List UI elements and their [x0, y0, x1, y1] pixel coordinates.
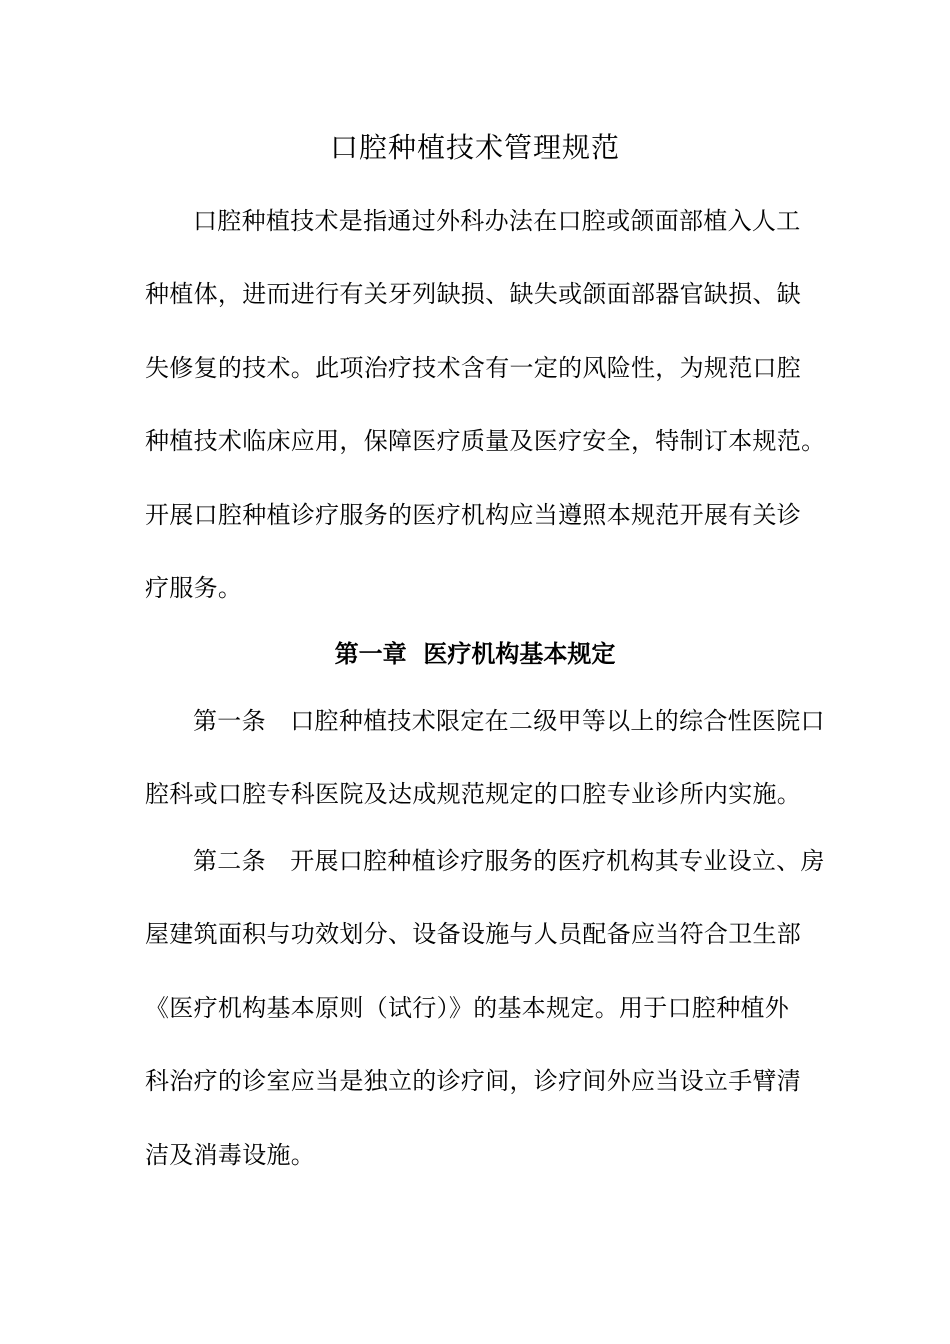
intro-line-5: 开展口腔种植诊疗服务的医疗机构应当遵照本规范开展有关诊 — [145, 501, 802, 529]
article-2-line-4: 科治疗的诊室应当是独立的诊疗间，诊疗间外应当设立手臂清 — [145, 1067, 802, 1095]
chapter-heading: 第一章 医疗机构基本规定 — [334, 639, 616, 668]
article-2-line-3: 《医疗机构基本原则（试行）》的基本规定。用于口腔种植外 — [145, 994, 790, 1022]
document-title: 口腔种植技术管理规范 — [329, 131, 620, 164]
intro-line-2: 种植体，进而进行有关牙列缺损、缺失或颌面部器官缺损、缺 — [145, 280, 802, 308]
article-2-label: 第二条 — [193, 847, 266, 875]
article-1-label: 第一条 — [193, 707, 266, 735]
intro-line-1: 口腔种植技术是指通过外科办法在口腔或颌面部植入人工 — [193, 207, 801, 235]
intro-line-6: 疗服务。 — [145, 574, 243, 602]
intro-line-3: 失修复的技术。此项治疗技术含有一定的风险性，为规范口腔 — [145, 354, 802, 382]
article-1-text: 口腔种植技术限定在二级甲等以上的综合性医院口 — [290, 707, 825, 735]
intro-line-4: 种植技术临床应用，保障医疗质量及医疗安全，特制订本规范。 — [145, 427, 826, 455]
article-2-line-5: 洁及消毒设施。 — [145, 1141, 316, 1169]
article-2-line-2: 屋建筑面积与功效划分、设备设施与人员配备应当符合卫生部 — [145, 920, 802, 948]
article-1-line-2: 腔科或口腔专科医院及达成规范规定的口腔专业诊所内实施。 — [145, 780, 802, 808]
article-1-line-1 — [193, 703, 873, 739]
article-2-line-1 — [193, 843, 873, 879]
article-2-text: 开展口腔种植诊疗服务的医疗机构其专业设立、房 — [290, 847, 825, 875]
